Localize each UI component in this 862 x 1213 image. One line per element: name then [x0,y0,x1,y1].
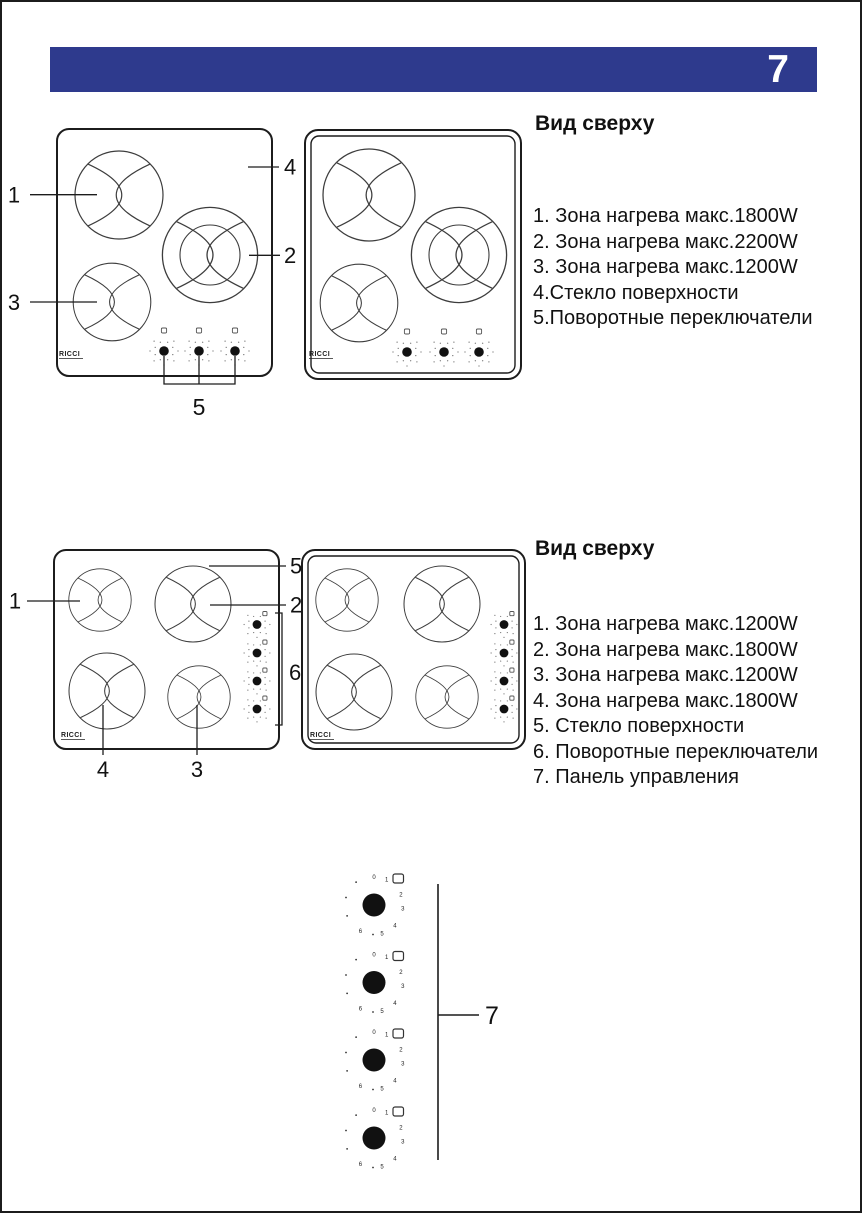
header-bar [50,47,817,92]
brand-logo: RICCI [59,351,81,358]
legend-item: 2. Зона нагрева макс.1800W [533,638,798,661]
cooktop-4burner-framed [302,550,525,749]
callout-label-2: 2 [290,592,303,618]
control-panel-knobs [345,874,405,1171]
cooktop-4burner-plain [54,550,279,749]
cooktop-3burner-diagrams [2,102,532,422]
legend-item: 4. Зона нагрева макс.1800W [533,689,798,712]
top-view-legend [533,532,861,791]
legend-item: 2. Зона нагрева макс.2200W [533,230,798,253]
brand-logo: RICCI [309,351,331,358]
legend-item: 7. Панель управления [533,766,739,788]
panel-knob-1 [345,874,405,938]
view-title: Вид сверху [535,112,655,135]
control-panel-diagram: 3 4 5 7 [302,862,537,1172]
view-title: Вид сверху [535,537,655,560]
legend-item: 1. Зона нагрева макс.1200W [533,613,798,635]
callout-label-3: 3 [190,757,204,782]
callout-label-3: 3 [7,290,21,315]
cooktop-3burner-plain [57,129,272,376]
legend-item: 1. Зона нагрева макс.1800W [533,205,798,227]
legend-item: 3. Зона нагрева макс.1200W [533,256,798,278]
legend-item: 3. Зона нагрева макс.1200W [533,664,798,686]
panel-knob-2 [345,952,405,1016]
legend-item: 6. Поворотные переключатели [533,740,819,763]
outer-frame [302,550,525,749]
legend-list [533,204,861,332]
callout-label-4: 4 [96,757,110,782]
callout-label-5: 5 [192,394,206,420]
legend-item: 4.Стекло поверхности [533,281,739,304]
page-number: 7 [767,48,789,91]
cooktop-4burner-diagrams [2,542,532,792]
callout-label-7: 7 [485,1002,499,1030]
panel-knob-4 [345,1107,405,1171]
callout-label-1: 1 [7,182,21,208]
callout-label-5: 5 [290,553,303,579]
callout-label-1: 1 [8,588,22,614]
legend-list [533,612,861,791]
callout-label-4: 4 [284,154,297,180]
cooktop-3burner-framed [305,130,521,379]
brand-logo: RICCI [61,732,83,739]
callout-label-2: 2 [284,243,297,268]
legend-item: 5. Стекло поверхности [533,715,745,737]
legend-item: 5.Поворотные переключатели [533,307,813,329]
brand-logo: RICCI [310,732,332,739]
panel-knob-3 [345,1029,405,1093]
callout-label-6: 6 [289,660,302,685]
glass-surface [54,550,279,749]
top-view-legend [533,107,861,332]
